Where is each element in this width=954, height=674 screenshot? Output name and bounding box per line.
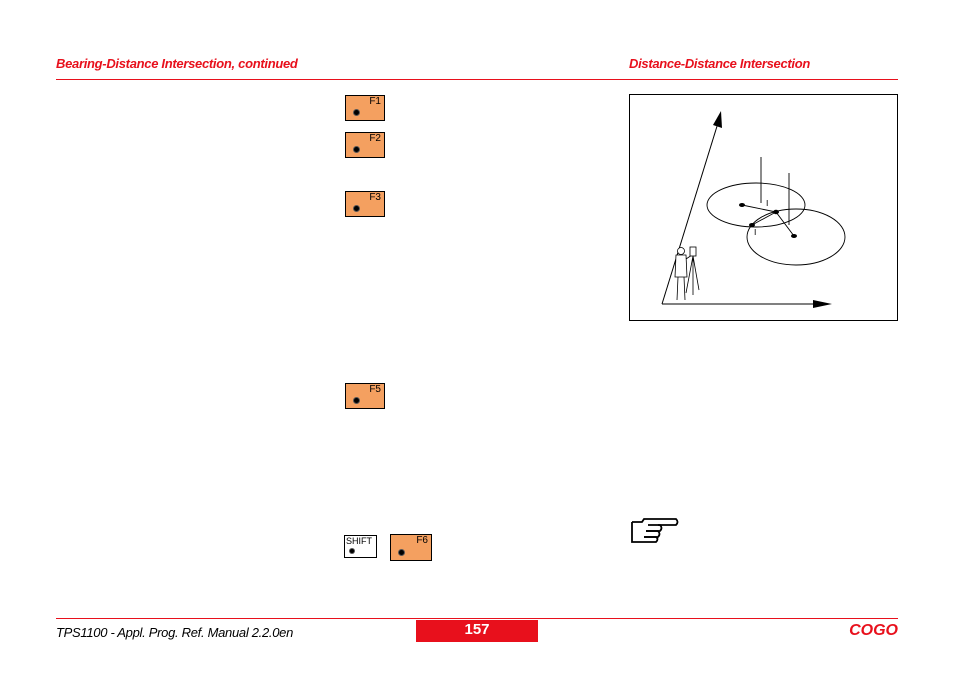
f2-key[interactable]	[345, 132, 385, 158]
f6-key-label: F6	[416, 535, 428, 546]
footer-rule	[56, 618, 898, 619]
f3-key-label: F3	[369, 192, 381, 203]
section-heading-left: Bearing-Distance Intersection, continued	[56, 56, 298, 71]
key-indicator-dot	[354, 206, 359, 211]
intersection-label-1: I	[766, 199, 769, 208]
chapter-name: COGO	[849, 622, 898, 639]
header-rule	[56, 79, 898, 80]
f3-key[interactable]	[345, 191, 385, 217]
f6-key[interactable]	[390, 534, 432, 561]
section-heading-right: Distance-Distance Intersection	[629, 56, 811, 71]
surveyor-with-instrument-icon	[675, 247, 699, 300]
key-indicator-dot	[354, 147, 359, 152]
key-indicator-dot	[354, 110, 359, 115]
x-axis-arrow-icon	[813, 300, 832, 308]
shift-key[interactable]	[344, 535, 377, 558]
f5-key[interactable]	[345, 383, 385, 409]
f1-key[interactable]	[345, 95, 385, 121]
intersection-label-2: I	[754, 228, 757, 237]
page-number: 157	[416, 620, 538, 642]
key-indicator-dot	[399, 550, 404, 555]
pointing-hand-icon	[630, 516, 680, 551]
y-axis-arrow-icon	[713, 111, 722, 128]
f2-key-label: F2	[369, 133, 381, 144]
f5-key-label: F5	[369, 384, 381, 395]
key-indicator-dot	[350, 549, 354, 553]
manual-title: TPS1100 - Appl. Prog. Ref. Manual 2.2.0en	[56, 625, 294, 640]
intersection-illustration	[630, 95, 897, 320]
shift-key-label: SHIFT	[346, 536, 372, 546]
key-indicator-dot	[354, 398, 359, 403]
distance-distance-diagram	[629, 94, 898, 321]
f1-key-label: F1	[369, 96, 381, 107]
